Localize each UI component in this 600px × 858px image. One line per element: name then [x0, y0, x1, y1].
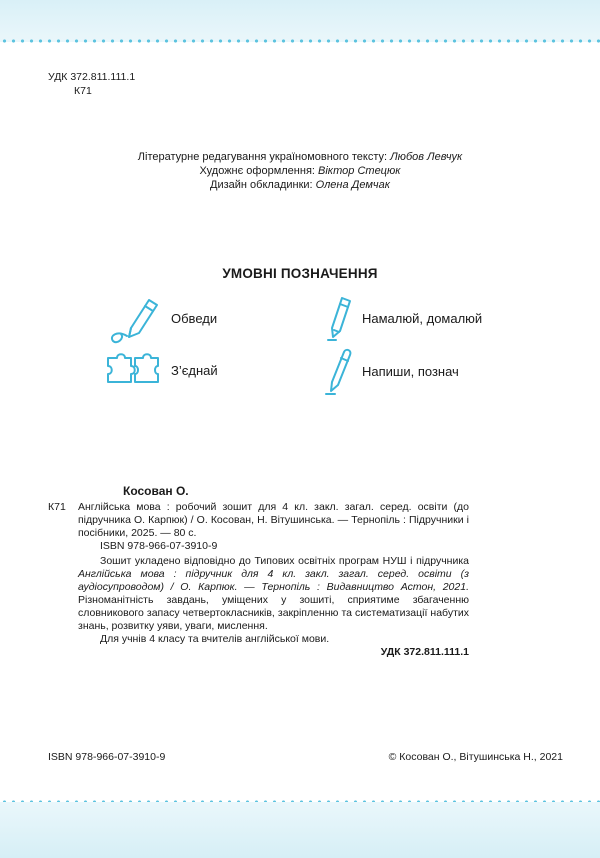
- puzzle-icon: [105, 352, 161, 388]
- top-dotted-line: [0, 38, 600, 44]
- pencil-icon: [322, 292, 352, 344]
- legend-label: Обведи: [171, 310, 218, 326]
- credit-line: Художнє оформлення: Віктор Стецюк: [199, 165, 401, 177]
- record-udk: УДК 372.811.111.1: [380, 646, 469, 658]
- pen-icon: [322, 346, 352, 396]
- record-code: К71: [48, 501, 66, 513]
- bottom-decor-band: [0, 802, 600, 858]
- legend-label: Напиши, познач: [362, 363, 459, 379]
- catalog-code: К71: [74, 85, 92, 97]
- record-description: Зошит укладено відповідно до Типових освітніх програм НУШ і підручника Англійська мова : підручник для 4 кл. закл. загал. серед. освіти (з аудіосупроводом) / О. Карпюк. — Тернопіль : Видавництво Астон, 2021. Різноманітність завдань, уміщених у зошиті, сприятиме збагаченню словникового запасу четвертокласників, закріпленню та систематизації набутих знань, розвитку уяви, уваги, мислення.: [78, 555, 469, 632]
- bibliographic-record: [48, 485, 508, 659]
- record-audience: Для учнів 4 класу та вчителів англійської мови.: [100, 633, 330, 645]
- udk-code: УДК 372.811.111.1: [48, 71, 136, 83]
- record-entry: Англійська мова : робочий зошит для 4 кл. закл. загал. серед. освіти (до підручника О. Карпюк) / О. Косован, Н. Вітушинська. — Тернопіль : Підручники і посібники, 2025. — 80 с.: [78, 501, 469, 539]
- credit-line: Дизайн обкладинки: Олена Демчак: [210, 179, 390, 191]
- pencil-trace-icon: [105, 292, 161, 344]
- legend-label: Намалюй, домалюй: [362, 310, 483, 326]
- footer-isbn: ISBN 978-966-07-3910-9: [48, 751, 166, 763]
- credit-line: Літературне редагування україномовного тексту: Любов Левчук: [137, 151, 463, 163]
- record-isbn: ISBN 978-966-07-3910-9: [100, 540, 218, 552]
- legend-item-draw: [322, 292, 482, 344]
- legend-item-connect: [105, 352, 218, 388]
- legend-item-trace: [105, 292, 217, 344]
- author-name: Косован О.: [123, 484, 189, 498]
- top-decor-band: [0, 0, 600, 42]
- legend-label: З’єднай: [171, 362, 218, 378]
- legend-title: УМОВНІ ПОЗНАЧЕННЯ: [222, 266, 378, 281]
- header-udk-block: [48, 70, 135, 98]
- legend-item-write: [322, 346, 459, 396]
- credits-block: [0, 150, 600, 192]
- footer-copyright: © Косован О., Вітушинська Н., 2021: [388, 751, 563, 763]
